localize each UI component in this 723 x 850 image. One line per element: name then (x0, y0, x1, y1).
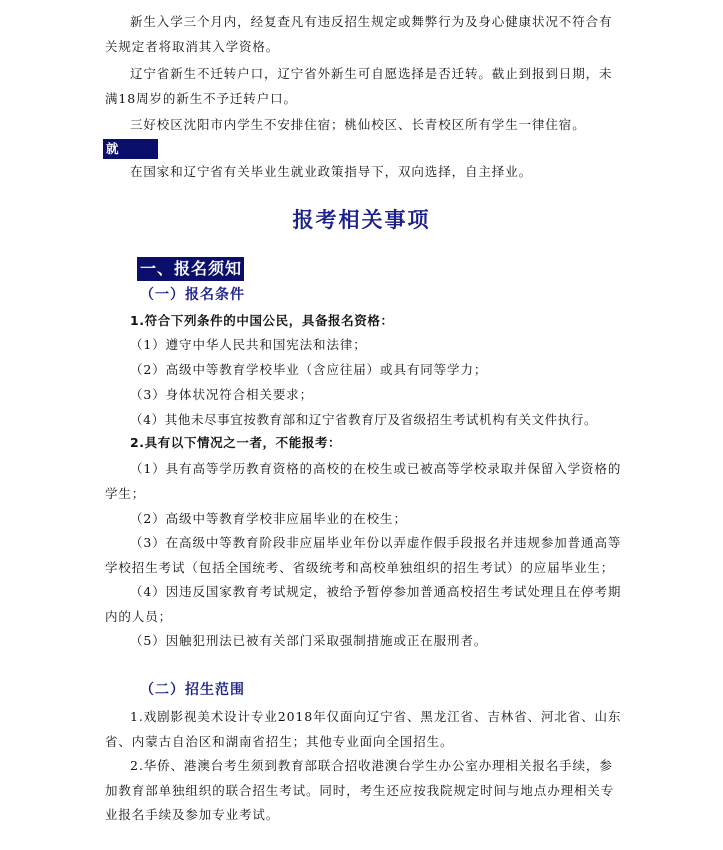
intro-paragraph-1: 新生入学三个月内，经复查凡有违反招生规定或舞弊行为及身心健康状况不符合有关规定者将取消其入学资格。 (105, 14, 613, 54)
condition-1-item: （2）高级中等教育学校毕业（含应往届）或具有同等学力； (130, 362, 488, 377)
intro-paragraph-3: 三好校区沈阳市内学生不安排住宿；桃仙校区、长青校区所有学生一律住宿。 (130, 117, 586, 132)
condition-1-item: （4）其他未尽事宜按教育部和辽宁省教育厅及省级招生考试机构有关文件执行。 (130, 412, 598, 427)
condition-1-title: 1.符合下列条件的中国公民，具备报名资格： (130, 313, 394, 328)
condition-1-item: （3）身体状况符合相关要求； (130, 387, 314, 402)
condition-1-item: （1）遵守中华人民共和国宪法和法律； (130, 337, 367, 352)
condition-2-item: （1）具有高等学历教育资格的高校的在校生或已被高等学校录取并保留入学资格的学生； (105, 461, 622, 501)
subsection-heading-conditions: （一）报名条件 (140, 287, 245, 303)
condition-2-title: 2.具有以下情况之一者，不能报考： (130, 435, 342, 450)
condition-2-item: （4）因违反国家教育考试规定，被给予暂停参加普通高校招生考试处理且在停考期内的人员； (105, 584, 622, 624)
scope-item: 2.华侨、港澳台考生须到教育部联合招收港澳台学生办公室办理相关报名手续，参加教育部单独组织的联合招生考试。同时，考生还应按我院规定时间与地点办理相关专业报名手续及参加专业考试。 (105, 758, 615, 822)
employment-paragraph: 在国家和辽宁省有关毕业生就业政策指导下，双向选择，自主择业。 (130, 164, 533, 179)
intro-paragraph-2: 辽宁省新生不迁转户口，辽宁省外新生可自愿选择是否迁转。截止到报到日期，未满18周岁的新生不予迁转户口。 (105, 66, 613, 106)
condition-2-item: （3）在高级中等教育阶段非应届毕业年份以弄虚作假手段报名并违规参加普通高等学校招生考试（包括全国统考、省级统考和高校单独组织的招生考试）的应届毕业生； (105, 535, 622, 575)
main-title: 报考相关事项 (292, 208, 431, 232)
condition-2-item: （5）因触犯刑法已被有关部门采取强制措施或正在服刑者。 (130, 633, 488, 648)
scope-item: 1.戏剧影视美术设计专业2018年仅面向辽宁省、黑龙江省、吉林省、河北省、山东省、内蒙古自治区和湖南省招生；其他专业面向全国招生。 (105, 709, 622, 749)
section-heading-registration: 一、报名须知 (137, 257, 244, 281)
subsection-heading-scope: （二）招生范围 (140, 682, 245, 698)
condition-2-item: （2）高级中等教育学校非应届毕业的在校生； (130, 511, 407, 526)
employment-heading: 就 业 (103, 139, 158, 159)
